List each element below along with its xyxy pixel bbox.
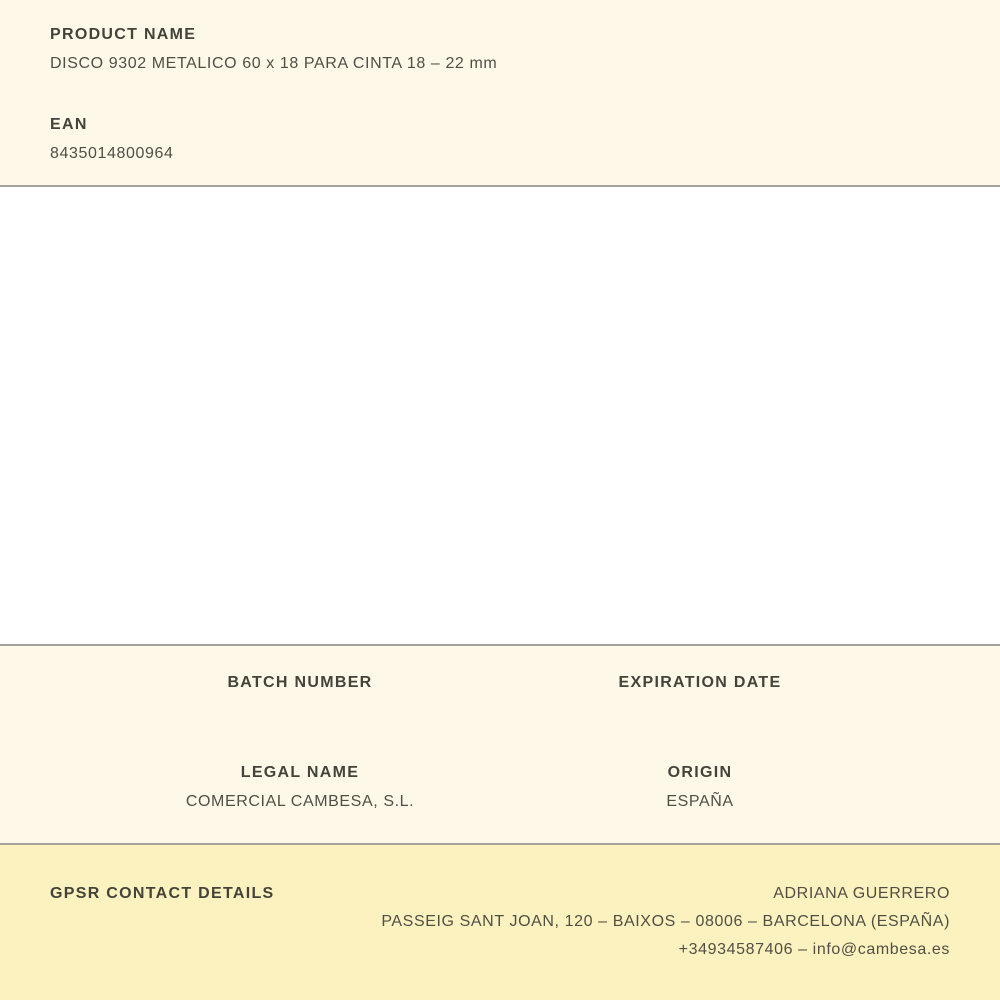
- product-name-value: DISCO 9302 METALICO 60 x 18 PARA CINTA 18 – 22 mm: [50, 55, 498, 72]
- origin-cell: [500, 762, 900, 813]
- legal-name-cell: [100, 762, 500, 813]
- batch-number-value: [100, 701, 500, 723]
- ean-value: 8435014800964: [50, 145, 174, 162]
- batch-number-cell: [100, 672, 500, 723]
- batch-number-label: BATCH NUMBER: [227, 674, 373, 691]
- origin-label: ORIGIN: [667, 764, 733, 781]
- legal-name-label: LEGAL NAME: [240, 764, 360, 781]
- origin-value: ESPAÑA: [666, 793, 734, 810]
- product-section: [0, 0, 1000, 185]
- product-name-label: PRODUCT NAME: [50, 26, 197, 43]
- expiration-date-label: EXPIRATION DATE: [618, 674, 782, 691]
- expiration-date-value: [500, 701, 900, 723]
- gpsr-section: [0, 845, 1000, 1000]
- expiration-date-cell: [500, 672, 900, 723]
- gpsr-contact-block: [381, 880, 950, 964]
- contact-phone-email-line: +34934587406 – info@cambesa.es: [678, 941, 950, 958]
- blank-image-area: [0, 187, 1000, 644]
- gpsr-heading: GPSR CONTACT DETAILS: [50, 885, 275, 902]
- ean-label: EAN: [50, 116, 88, 133]
- details-row-batch-expiration: [100, 672, 900, 723]
- legal-name-value: COMERCIAL CAMBESA, S.L.: [185, 793, 415, 810]
- product-name-field: [50, 24, 950, 75]
- ean-field: [50, 114, 950, 165]
- contact-address-line: PASSEIG SANT JOAN, 120 – BAIXOS – 08006 – BARCELONA (ESPAÑA): [381, 913, 950, 930]
- contact-person-line: ADRIANA GUERRERO: [773, 885, 950, 902]
- details-section: [0, 646, 1000, 843]
- details-row-legal-origin: [100, 762, 900, 813]
